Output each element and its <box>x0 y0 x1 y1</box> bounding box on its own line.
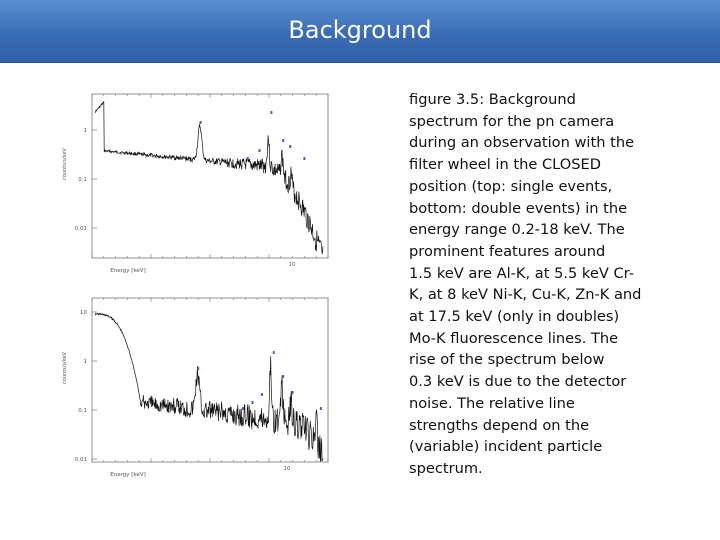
line-marker <box>242 407 244 410</box>
line-marker <box>273 351 275 354</box>
y-tick-label: 0.01 <box>74 457 87 463</box>
slide-title: Background <box>288 16 432 44</box>
y-tick-label: 0.1 <box>78 177 87 183</box>
line-marker <box>197 367 199 370</box>
y-axis-label: counts/s/keV <box>62 352 68 384</box>
line-marker <box>282 375 284 378</box>
line-marker <box>292 391 294 394</box>
spectrum-plot-single-events <box>56 88 342 284</box>
line-marker <box>270 111 272 114</box>
title-bar <box>0 0 720 63</box>
line-marker <box>259 149 261 152</box>
y-tick-label: 0.01 <box>74 226 87 232</box>
line-marker <box>320 407 322 410</box>
figure-caption: figure 3.5: Background spectrum for the pn camera during an observation with the filter wheel in the CLOSED position (top: single events, bottom: double events) in the energy range 0.2-18 keV. The prominent features around 1.5 keV are Al-K, at 5.5 keV Cr- K, at 8 keV Ni-K, Cu-K, Zn-K and at 17.5 keV (only in doubles) Mo-K fluorescence lines. The rise of the spectrum below 0.3 keV is due to the detector noise. The relative line strengths depend on the (variable) incident particle spectrum. <box>409 91 642 477</box>
y-axis-label: counts/s/keV <box>62 148 68 180</box>
line-marker <box>303 157 305 160</box>
spectrum-line <box>95 313 323 461</box>
y-tick-label: 10 <box>80 310 87 316</box>
line-marker <box>282 139 284 142</box>
x-tick-label: 10 <box>283 466 291 472</box>
x-axis-label: Energy [keV] <box>110 472 146 478</box>
x-tick-label: 10 <box>288 262 296 268</box>
spectrum-line <box>95 101 323 254</box>
line-marker <box>200 121 202 124</box>
line-marker <box>251 401 253 404</box>
y-tick-label: 1 <box>83 359 87 365</box>
x-axis-label: Energy [keV] <box>110 268 146 274</box>
plot-frame <box>92 298 328 462</box>
line-marker <box>289 145 291 148</box>
line-marker <box>261 393 263 396</box>
spectrum-plot-double-events <box>56 292 342 488</box>
line-marker <box>247 157 249 160</box>
y-tick-label: 1 <box>83 128 87 134</box>
y-tick-label: 0.1 <box>78 408 87 414</box>
